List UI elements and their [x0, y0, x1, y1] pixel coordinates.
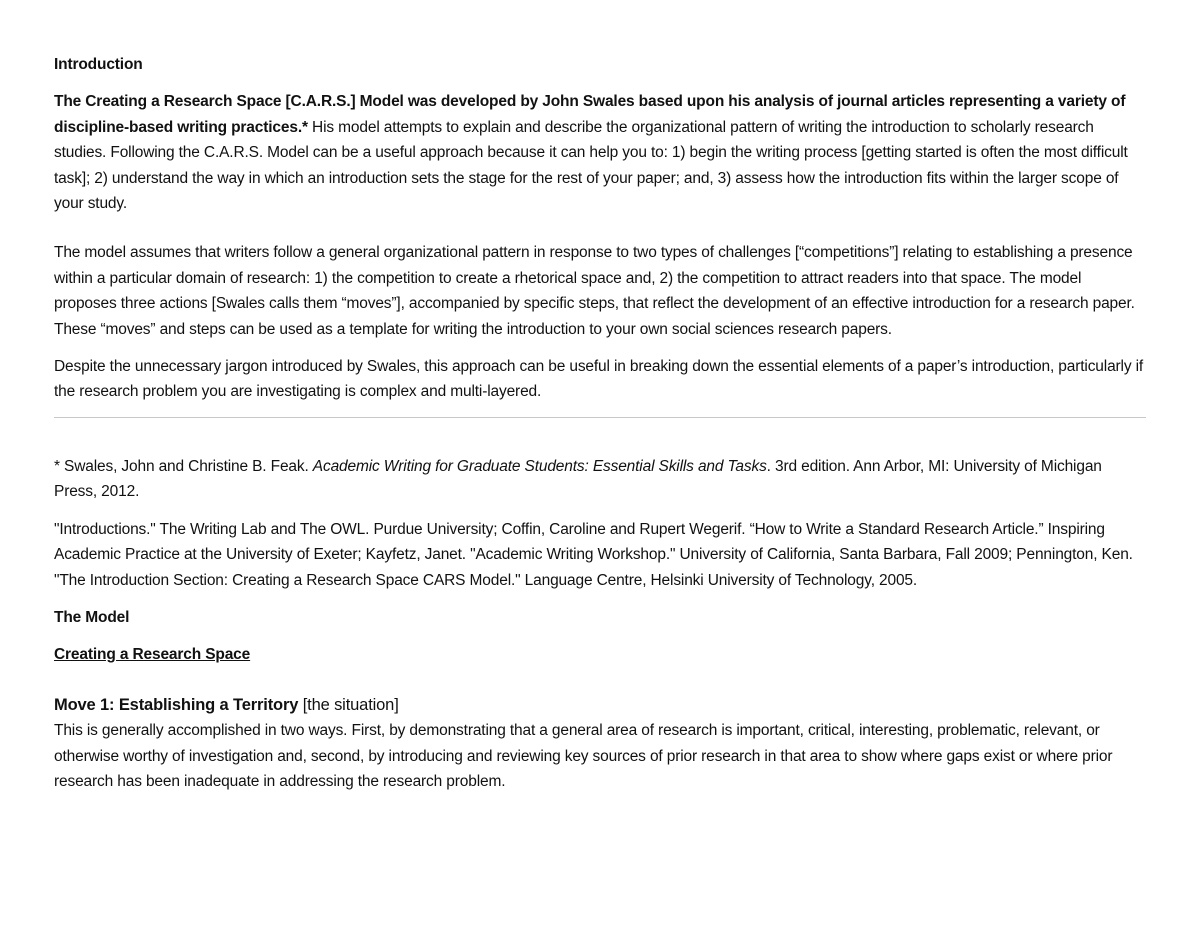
move-1-title-text: Move 1: Establishing a Territory: [54, 695, 299, 714]
footnote-divider: [54, 417, 1146, 418]
footnote-sources: "Introductions." The Writing Lab and The OWL. Purdue University; Coffin, Caroline and Rupert Wegerif. “How to Write a Standard Research Article.” Inspiring Academic Practice at the University of Exeter; Kayfetz, Janet. "Academic Writing Workshop." University of California, Santa Barbara, Fall 2009; Pennington, Ken. "The Introduction Section: Creating a Research Space CARS Model." Language Centre, Helsinki University of Technology, 2005.: [54, 520, 1133, 589]
citation-book-title: Academic Writing for Graduate Students: Essential Skills and Tasks: [312, 457, 767, 475]
cars-lead-bold: The Creating a Research Space [C.A.R.S.] Model was developed by John Swales based upon his analysis of journal articles representing a variety of discipline-based writing practices.: [54, 93, 1126, 136]
footnote-asterisk: *: [302, 118, 308, 136]
document-page: [54, 52, 1146, 794]
move-1-title: [54, 693, 1146, 718]
paragraph-jargon-note: Despite the unnecessary jargon introduced by Swales, this approach can be useful in breaking down the essential elements of a paper’s introduction, particularly if the research problem you are investigating is complex and multi-layered.: [54, 358, 1144, 401]
heading-the-model: The Model: [54, 608, 130, 626]
heading-creating-research-space: Creating a Research Space: [54, 646, 251, 664]
cars-overview-body: His model attempts to explain and describe the organizational pattern of writing the introduction to scholarly research studies. Following the C.A.R.S. Model can be a useful approach because it can help you to: 1) begin the writing process [getting started is often the most difficult task]; 2) understand the way in which an introduction sets the stage for the rest of your paper; and, 3) assess how the introduction fits within the larger scope of your study.: [54, 118, 1128, 213]
heading-introduction: Introduction: [54, 56, 143, 73]
paragraph-cars-overview: [54, 89, 1146, 216]
footnote-swales-citation: [54, 454, 1146, 505]
citation-prefix: * Swales, John and Christine B. Feak.: [54, 457, 313, 475]
move-1-title-bracket: [the situation]: [298, 695, 399, 714]
citation-suffix: . 3rd edition. Ann Arbor, MI: University of Michigan Press, 2012.: [54, 457, 1102, 501]
paragraph-model-assumptions: The model assumes that writers follow a general organizational pattern in response to two types of challenges [“competitions”] relating to establishing a presence within a particular domain of research: 1) the competition to create a rhetorical space and, 2) the competition to attract readers into that space. The model proposes three actions [Swales calls them “moves”], accompanied by specific steps, that reflect the development of an effective introduction for a research paper. These “moves” and steps can be used as a template for writing the introduction to your own social sciences research papers.: [54, 244, 1135, 338]
move-1-body: This is generally accomplished in two ways. First, by demonstrating that a general area of research is important, critical, interesting, problematic, relevant, or otherwise worthy of investigation and, second, by introducing and reviewing key sources of prior research in that area to show where gaps exist or where prior research has been inadequate in addressing the research problem.: [54, 722, 1113, 790]
